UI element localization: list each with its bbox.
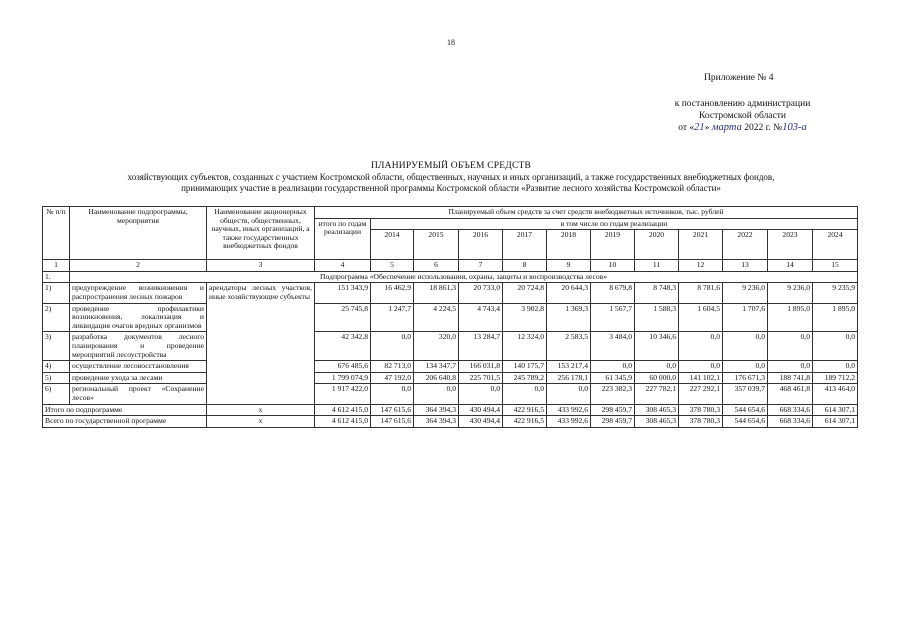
column-numbers-row xyxy=(43,260,858,272)
grand-total-value: 308 465,3 xyxy=(635,416,679,428)
row-value: 189 712,2 xyxy=(813,372,858,384)
row-value: 227 292,1 xyxy=(679,384,723,404)
grand-total-value: 668 334,6 xyxy=(768,416,813,428)
column-number: 4 xyxy=(315,260,371,272)
row-value: 0,0 xyxy=(635,361,679,373)
row-value: 3 484,0 xyxy=(591,332,635,361)
subtotal-label: Итого по подпрограмме xyxy=(43,404,207,416)
row-value: 320,0 xyxy=(414,332,459,361)
column-number: 9 xyxy=(547,260,591,272)
row-value: 1 604,5 xyxy=(679,303,723,332)
column-number: 10 xyxy=(591,260,635,272)
header-name: Наименование подпрограммы, мероприятия xyxy=(70,207,207,260)
subtotal-value: 308 465,3 xyxy=(635,404,679,416)
subtotal-row xyxy=(43,404,858,416)
column-number: 6 xyxy=(414,260,459,272)
row-value: 357 039,7 xyxy=(723,384,768,404)
column-number: 13 xyxy=(723,260,768,272)
row-value: 223 382,3 xyxy=(591,384,635,404)
row-value: 60 000,0 xyxy=(635,372,679,384)
row-value: 0,0 xyxy=(768,361,813,373)
row-value: 1 588,3 xyxy=(635,303,679,332)
column-number: 11 xyxy=(635,260,679,272)
row-value: 9 236,0 xyxy=(768,283,813,303)
row-total: 151 343,9 xyxy=(315,283,371,303)
grand-total-label: Всего по государственной программе xyxy=(43,416,207,428)
subtotal-value: 422 916,5 xyxy=(503,404,547,416)
row-value: 176 671,3 xyxy=(723,372,768,384)
row-value: 4 743,4 xyxy=(459,303,503,332)
row-value: 245 789,2 xyxy=(503,372,547,384)
header-year: 2017 xyxy=(503,230,547,260)
column-number: 15 xyxy=(813,260,858,272)
row-value: 2 583,5 xyxy=(547,332,591,361)
grand-total-row xyxy=(43,416,858,428)
grand-total-value: 298 459,7 xyxy=(591,416,635,428)
row-value: 0,0 xyxy=(414,384,459,404)
section-title: Подпрограмма «Обеспечение использования, охраны, защиты и воспроизводства лесов» xyxy=(70,271,858,283)
header-year: 2020 xyxy=(635,230,679,260)
table-row xyxy=(43,361,858,373)
row-total: 676 485,6 xyxy=(315,361,371,373)
row-num: 3) xyxy=(43,332,70,361)
row-value: 1 567,7 xyxy=(591,303,635,332)
row-value: 47 192,0 xyxy=(371,372,414,384)
table-row xyxy=(43,283,858,303)
header-by-years: в том числе по годам реализации xyxy=(371,218,858,230)
grand-total-org: х xyxy=(207,416,315,428)
row-value: 20 644,3 xyxy=(547,283,591,303)
row-value: 1 369,3 xyxy=(547,303,591,332)
header-year: 2016 xyxy=(459,230,503,260)
row-value: 0,0 xyxy=(813,332,858,361)
row-value: 0,0 xyxy=(679,332,723,361)
row-value: 206 640,8 xyxy=(414,372,459,384)
row-value: 227 782,1 xyxy=(635,384,679,404)
header-year: 2015 xyxy=(414,230,459,260)
decree-date-line xyxy=(655,122,830,134)
row-value: 0,0 xyxy=(813,361,858,373)
subtotal-value: 378 780,3 xyxy=(679,404,723,416)
row-num: 4) xyxy=(43,361,70,373)
decree-date-prefix: от « xyxy=(678,123,695,133)
row-value: 9 236,0 xyxy=(723,283,768,303)
title-line-3: принимающих участие в реализации государственной программы Костромской области «Развитие лесного хозяйства Костромской области» xyxy=(181,183,721,193)
subtotal-org: х xyxy=(207,404,315,416)
row-total: 42 342,8 xyxy=(315,332,371,361)
title-line-1: ПЛАНИРУЕМЫЙ ОБЪЕМ СРЕДСТВ xyxy=(370,161,532,171)
row-value: 166 031,8 xyxy=(459,361,503,373)
row-value: 18 861,3 xyxy=(414,283,459,303)
table-row xyxy=(43,372,858,384)
decree-number: 103-а xyxy=(782,122,807,133)
row-value: 61 345,9 xyxy=(591,372,635,384)
header-year: 2023 xyxy=(768,230,813,260)
row-value: 141 102,1 xyxy=(679,372,723,384)
row-name: предупреждение возникновения и распространения лесных пожаров xyxy=(70,283,207,303)
decree-date-mid: » xyxy=(704,123,710,133)
row-value: 468 461,8 xyxy=(768,384,813,404)
row-value: 12 324,0 xyxy=(503,332,547,361)
table-row xyxy=(43,303,858,332)
row-value: 0,0 xyxy=(723,361,768,373)
column-number: 8 xyxy=(503,260,547,272)
row-value: 153 217,4 xyxy=(547,361,591,373)
row-value: 188 741,8 xyxy=(768,372,813,384)
column-number: 5 xyxy=(371,260,414,272)
row-value: 0,0 xyxy=(679,361,723,373)
header-year: 2014 xyxy=(371,230,414,260)
row-value: 3 902,8 xyxy=(503,303,547,332)
row-name: проведение профилактики возникновения, локализация и ликвидация очагов вредных организмов xyxy=(70,303,207,332)
decree-line-1: к постановлению администрации xyxy=(674,99,811,109)
row-value: 413 464,0 xyxy=(813,384,858,404)
row-org: арендаторы лесных участков, иные хозяйствующие субъекты xyxy=(207,283,315,404)
row-value: 9 235,9 xyxy=(813,283,858,303)
subtotal-value: 364 394,3 xyxy=(414,404,459,416)
row-value: 8 679,8 xyxy=(591,283,635,303)
row-value: 82 713,0 xyxy=(371,361,414,373)
header-total: итого по годам реализации xyxy=(315,218,371,260)
row-name: осуществление лесовосстановления xyxy=(70,361,207,373)
document-title xyxy=(40,161,862,194)
row-value: 0,0 xyxy=(371,332,414,361)
title-line-2: хозяйствующих субъектов, созданных с участием Костромской области, общественных, научных и иных организаций, а также государственных внебюджетных фондов, xyxy=(127,172,775,182)
decree-reference xyxy=(655,98,830,134)
decree-day: 21 xyxy=(694,122,705,133)
subtotal-value: 544 654,6 xyxy=(723,404,768,416)
column-number: 1 xyxy=(43,260,70,272)
row-total: 1 917 422,0 xyxy=(315,384,371,404)
row-total: 25 745,8 xyxy=(315,303,371,332)
table-row xyxy=(43,384,858,404)
row-value: 16 462,9 xyxy=(371,283,414,303)
row-value: 140 175,7 xyxy=(503,361,547,373)
grand-total-total: 4 612 415,0 xyxy=(315,416,371,428)
row-name: разработка документов лесного планирования и проведение мероприятий лесоустройства xyxy=(70,332,207,361)
grand-total-value: 364 394,3 xyxy=(414,416,459,428)
header-year: 2019 xyxy=(591,230,635,260)
row-num: 6) xyxy=(43,384,70,404)
grand-total-value: 422 916,5 xyxy=(503,416,547,428)
header-row-1 xyxy=(43,207,858,219)
column-number: 2 xyxy=(70,260,207,272)
row-value: 4 224,5 xyxy=(414,303,459,332)
subtotal-total: 4 612 415,0 xyxy=(315,404,371,416)
row-value: 225 701,5 xyxy=(459,372,503,384)
header-num: № п/п xyxy=(43,207,70,260)
row-value: 1 895,0 xyxy=(768,303,813,332)
column-number: 12 xyxy=(679,260,723,272)
row-value: 0,0 xyxy=(768,332,813,361)
grand-total-value: 147 615,6 xyxy=(371,416,414,428)
row-value: 8 748,3 xyxy=(635,283,679,303)
row-value: 8 781,6 xyxy=(679,283,723,303)
row-value: 0,0 xyxy=(503,384,547,404)
header-year: 2021 xyxy=(679,230,723,260)
grand-total-value: 378 780,3 xyxy=(679,416,723,428)
row-value: 0,0 xyxy=(371,384,414,404)
subtotal-value: 430 494,4 xyxy=(459,404,503,416)
header-year: 2024 xyxy=(813,230,858,260)
grand-total-value: 430 494,4 xyxy=(459,416,503,428)
row-name: региональный проект «Сохранение лесов» xyxy=(70,384,207,404)
subtotal-value: 147 615,6 xyxy=(371,404,414,416)
subtotal-value: 668 334,6 xyxy=(768,404,813,416)
subtotal-value: 614 307,1 xyxy=(813,404,858,416)
header-planned: Планируемый объем средств за счет средств внебюджетных источников, тыс. рублей xyxy=(315,207,858,219)
row-value: 13 284,7 xyxy=(459,332,503,361)
header-year: 2018 xyxy=(547,230,591,260)
column-number: 14 xyxy=(768,260,813,272)
row-value: 1 895,0 xyxy=(813,303,858,332)
row-value: 1 707,6 xyxy=(723,303,768,332)
row-value: 0,0 xyxy=(591,361,635,373)
row-value: 0,0 xyxy=(723,332,768,361)
row-name: проведение ухода за лесами xyxy=(70,372,207,384)
appendix-label: Приложение № 4 xyxy=(704,73,774,83)
row-num: 5) xyxy=(43,372,70,384)
header-org: Наименование акционерных обществ, общественных, научных, иных организаций, а также государственных внебюджетных фондов xyxy=(207,207,315,260)
row-value: 10 346,6 xyxy=(635,332,679,361)
row-value: 1 247,7 xyxy=(371,303,414,332)
decree-month: марта xyxy=(711,122,742,133)
row-value: 0,0 xyxy=(459,384,503,404)
row-value: 20 733,0 xyxy=(459,283,503,303)
section-row xyxy=(43,271,858,283)
row-num: 1) xyxy=(43,283,70,303)
subtotal-value: 433 992,6 xyxy=(547,404,591,416)
row-value: 256 178,1 xyxy=(547,372,591,384)
grand-total-value: 433 992,6 xyxy=(547,416,591,428)
row-value: 20 724,8 xyxy=(503,283,547,303)
row-value: 134 347,7 xyxy=(414,361,459,373)
column-number: 7 xyxy=(459,260,503,272)
decree-line-2: Костромской области xyxy=(699,111,786,121)
decree-year: 2022 г. № xyxy=(744,123,783,133)
subtotal-value: 298 459,7 xyxy=(591,404,635,416)
table-row xyxy=(43,332,858,361)
page-number: 18 xyxy=(447,38,455,47)
row-value: 0,0 xyxy=(547,384,591,404)
section-num: 1. xyxy=(43,271,70,283)
column-number: 3 xyxy=(207,260,315,272)
row-num: 2) xyxy=(43,303,70,332)
funding-table xyxy=(42,206,858,428)
grand-total-value: 544 654,6 xyxy=(723,416,768,428)
header-year: 2022 xyxy=(723,230,768,260)
row-total: 1 799 074,9 xyxy=(315,372,371,384)
grand-total-value: 614 307,1 xyxy=(813,416,858,428)
